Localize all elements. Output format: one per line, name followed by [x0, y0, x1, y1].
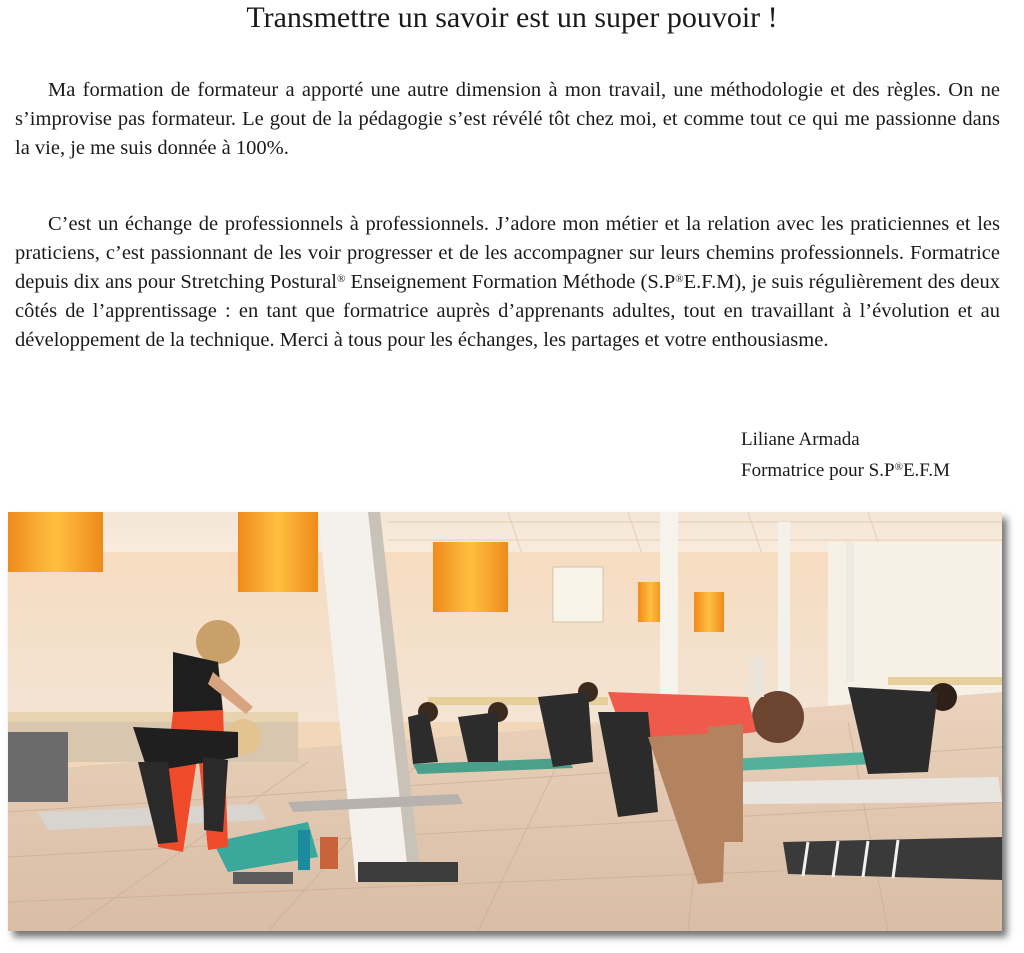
- paragraph-1: Ma formation de formateur a apporté une autre dimension à mon travail, une méthodologie et des règles. On ne s’improvise pas formateur. Le gout de la pédagogie s’est révélé tôt chez moi, et comme tout ce qui me passionne dans la vie, je me suis donnée à 100%.: [15, 79, 1000, 159]
- signature-role-prefix: Formatrice pour S.P: [741, 460, 895, 481]
- signature-block: [741, 424, 950, 486]
- signature-name: Liliane Armada: [741, 429, 860, 450]
- class-photo: [8, 512, 1002, 931]
- signature-role: [741, 455, 950, 486]
- page-title: Transmettre un savoir est un super pouvoir !: [246, 1, 778, 34]
- registered-mark: ®: [675, 273, 684, 285]
- paragraph-2-part-2: Enseignement Formation Méthode (S.P: [345, 271, 676, 293]
- registered-mark: ®: [894, 461, 903, 473]
- registered-mark: ®: [337, 273, 346, 285]
- paragraph-2-part-1: C’est un échange de professionnels à professionnels. J’adore mon métier et la relation avec les praticiennes et les praticiens, c’est passionnant de les voir progresser et de les accompagner sur leurs chemins professionnels. Formatrice depuis dix ans pour Stretching Postural: [15, 213, 1000, 293]
- paragraph-2: [15, 210, 1000, 355]
- signature-role-suffix: E.F.M: [902, 460, 950, 481]
- paragraph-2-part-3: E.F.M), je suis régulièrement des deux côtés de l’apprentissage : en tant que formatrice auprès d’apprenants adultes, tout en travaillant à l’évolution et au développement de la technique. Merci à tous pour les échanges, les partages et votre enthousiasme.: [15, 271, 1000, 351]
- class-photo-illustration: [8, 512, 1002, 931]
